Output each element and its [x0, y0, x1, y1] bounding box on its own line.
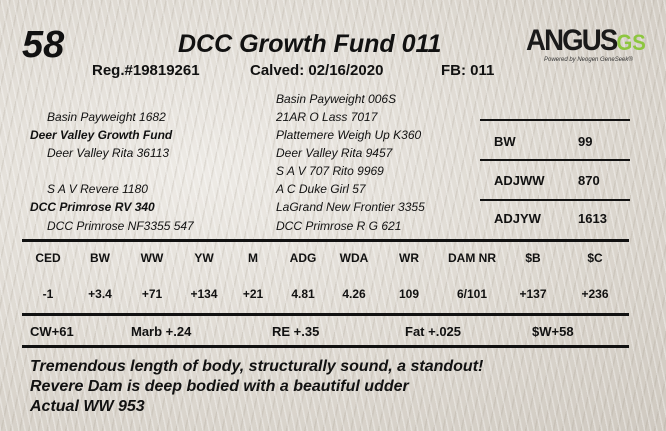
- epd-marb: Marb +.24: [131, 324, 192, 339]
- logo-text: ANGUS: [526, 24, 617, 57]
- animal-name: DCC Growth Fund 011: [178, 30, 442, 58]
- pedigree-dd-sire: LaGrand New Frontier 3355: [276, 200, 425, 214]
- stat-bw-label: BW: [494, 134, 516, 149]
- pedigree-dam-dam: DCC Primrose NF3355 547: [47, 219, 194, 233]
- stat-bw-value: 99: [578, 134, 593, 149]
- fb-number: FB: 011: [441, 62, 495, 79]
- epd-header-wda: WDA: [339, 251, 369, 265]
- epd-value-c: +236: [581, 287, 609, 301]
- epd-value-yw: +134: [190, 287, 218, 301]
- epd-w: $W+58: [532, 324, 574, 339]
- epd-value-wr: 109: [398, 287, 420, 301]
- epd-header-yw: YW: [194, 251, 214, 265]
- stat-adjww-value: 870: [578, 173, 600, 188]
- stats-divider: [480, 199, 630, 201]
- epd-header-ww: WW: [140, 251, 164, 265]
- pedigree-ss-dam: 21AR O Lass 7017: [276, 110, 378, 124]
- pedigree-sd-sire: Plattemere Weigh Up K360: [276, 128, 422, 142]
- epd-value-ww: +71: [141, 287, 163, 301]
- epd-header-b: $B: [525, 251, 541, 265]
- pedigree-dam-sire: S A V Revere 1180: [47, 182, 148, 196]
- epd-cw: CW+61: [30, 324, 74, 339]
- pedigree-ds-dam: A C Duke Girl 57: [276, 182, 366, 196]
- epd-header-ced: CED: [35, 251, 61, 265]
- epd-value-ced: -1: [42, 287, 54, 301]
- pedigree-ds-sire: S A V 707 Rito 9969: [276, 164, 384, 178]
- pedigree-sd-dam: Deer Valley Rita 9457: [276, 146, 393, 160]
- calved-date: Calved: 02/16/2020: [250, 62, 384, 79]
- registration-number: Reg.#19819261: [92, 62, 200, 79]
- lot-number: 58: [22, 24, 65, 66]
- epd-header-wr: WR: [399, 251, 419, 265]
- epd-value-adg: 4.81: [291, 287, 315, 301]
- pedigree-sire-dam: Deer Valley Rita 36113: [47, 146, 170, 160]
- epd-fat: Fat +.025: [405, 324, 462, 339]
- epd-re: RE +.35: [272, 324, 320, 339]
- extras-bottom-divider: [22, 345, 629, 348]
- epd-value-dam-nr: 6/101: [456, 287, 488, 301]
- epd-value-wda: 4.26: [342, 287, 366, 301]
- pedigree-sire-sire: Basin Payweight 1682: [47, 110, 166, 124]
- epd-header-m: M: [248, 251, 258, 265]
- stats-divider: [480, 119, 630, 121]
- epd-value-bw: +3.4: [88, 287, 112, 301]
- pedigree-dd-dam: DCC Primrose R G 621: [276, 219, 402, 233]
- stat-adjww-label: ADJWW: [494, 173, 545, 188]
- epd-header-c: $C: [587, 251, 603, 265]
- stat-adjyw-label: ADJYW: [494, 211, 541, 226]
- comment-line: Revere Dam is deep bodied with a beautiful udder: [30, 378, 409, 395]
- angus-gs-logo: [526, 24, 646, 70]
- epd-bottom-divider: [22, 313, 629, 316]
- pedigree-ss-sire: Basin Payweight 006S: [276, 92, 397, 106]
- pedigree-sire: Deer Valley Growth Fund: [30, 128, 173, 142]
- comment-line: Tremendous length of body, structurally sound, a standout!: [30, 358, 484, 375]
- epd-value-m: +21: [242, 287, 264, 301]
- epd-top-divider: [22, 239, 629, 242]
- comment-line: Actual WW 953: [30, 398, 145, 415]
- epd-header-bw: BW: [90, 251, 110, 265]
- stats-divider: [480, 159, 630, 161]
- epd-value-b: +137: [519, 287, 547, 301]
- logo-accent-text: GS: [616, 30, 646, 55]
- stat-adjyw-value: 1613: [578, 211, 607, 226]
- pedigree-dam: DCC Primrose RV 340: [30, 200, 155, 214]
- epd-header-dam-nr: DAM NR: [448, 251, 496, 265]
- logo-subtext: Powered by Neogen GeneSeek®: [544, 57, 633, 63]
- epd-header-adg: ADG: [289, 251, 317, 265]
